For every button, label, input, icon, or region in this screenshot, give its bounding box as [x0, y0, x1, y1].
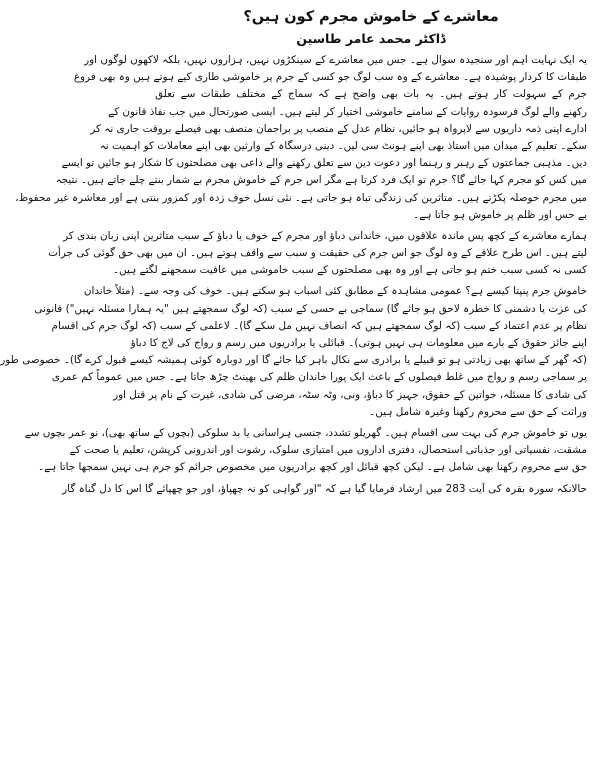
text-line: یوں تو خاموش جرم کی بہت سی اقسام ہیں۔ گھریلو تشدد، جنسی ہراسانی یا بد سلوکی (بچوں کے ساتھ بھی)، نو عمر بچوں سے [24, 426, 587, 439]
text-line: خاموش جرم پنپتا کیسے ہے؟ عمومی مشاہدہ کے مطابق کئی اسباب ہو سکتے ہیں۔ خوف کی وجہ سے۔ (مثلاً خاندان [83, 285, 587, 298]
paragraph [62, 481, 587, 498]
paragraph [15, 52, 587, 224]
text-line: میں مجرم حوصلہ پکڑتے ہیں۔ متاثرین کی زندگی تباہ ہو جاتی ہے۔ نئی نسل خوف زدہ اور کمزور بنتی ہے اور معاشرہ غیر محفوظ، [15, 191, 587, 204]
text-line: جرم کے سہولت کار ہوتے ہیں۔ یہ بات بھی واضح ہے کہ سماج کے مختلف طبقات سے تعلق [155, 88, 587, 101]
paragraph [0, 283, 587, 421]
text-line: کی عزت یا دشمنی کا خطرہ لاحق ہو جائے گا) سماجی بے حسی کے سبب (کہ لوگ سمجھتے ہیں "یہ ہمارا مسئلہ نہیں") قانونی [34, 302, 587, 315]
text-line: ادارے اپنی ذمہ داریوں سے لاپرواہ ہو جائیں، نظام عدل کے منصب پر براجمان منصف بھی فیصلے بروقت جاری نہ کر [90, 122, 587, 135]
article-author: ڈاکٹر محمد عامر طاسین [296, 31, 446, 46]
text-line: یہ ایک نہایت اہم اور سنجیدہ سوال ہے۔ جس میں معاشرے کے سینکڑوں نہیں، ہزاروں نہیں، بلکہ لاکھوں لوگوں اور [84, 54, 587, 66]
text-line: حق سے محروم رکھنا بھی شامل ہے۔ لیکن کچھ قبائل اور کچھ برادریوں میں مخصوص جرائم کو جرم ہی نہیں سمجھا جاتا ہے۔ [38, 461, 587, 474]
text-line: پر سماجی رسم و رواج میں غلط فیصلوں کے باعث ایک پورا خاندان ظلم کی بھینٹ چڑھ جاتا ہے۔ جس میں عموماً کم عمری [51, 371, 587, 384]
text-line: کسی نہ کسی سبب ختم ہو جاتی ہے اور وہ بھی مصلحتوں کے سبب خاموشی میں عافیت سمجھنے لگتے ہیں۔ [112, 264, 587, 277]
text-line: وراثت کے حق سے محروم رکھنا وغیرہ شامل ہیں۔ [369, 405, 587, 418]
text-line: ہمارے معاشرے کے کچھ پس ماندہ علاقوں میں، خاندانی دباؤ اور مجرم کے خوف یا دباؤ کے سبب متاثرین اپنی زبان بندی کر [63, 229, 587, 242]
text-line: رکھنے والے لوگ فرسودہ روایات کے سامنے خاموشی اختیار کر لیتے ہیں۔ ایسی صورتحال میں جب نفاذ قانون کے [108, 105, 587, 118]
text-line: حالانکہ سورہ بقرہ کی آیت 283 میں ارشاد فرمایا گیا ہے کہ "اور گواہی کو نہ چھپاؤ، اور جو چھپائے گا اس کا دل گناہ گار [62, 482, 587, 495]
text-line: طبقات کا کردار پوشیدہ ہے۔ معاشرے کے وہ سب لوگ جو کسی کے جرم پر خاموشی طاری کیے ہوتے ہیں وہ بھی فروغ [73, 71, 587, 84]
text-line: مشقت، نفسیاتی اور جذباتی استحصال، دفتری اداروں میں امتیازی سلوک، رشوت اور اندرونی کرپشن، تعلیم یا صحت کے [69, 444, 587, 457]
text-line: بے حس اور ظلم پر خاموش ہو جاتا ہے۔ [413, 208, 587, 221]
text-line: میں کس کو مجرم کہا جائے گا؟ جرم تو ایک فرد کرتا ہے مگر اس جرم کے خاموش مجرم بے شمار بنتے چلے جاتے ہیں۔ نتیجہ [55, 174, 587, 187]
text-line: کی شادی کا مسئلہ، خواتین کے حقوق، جہیز کا دباؤ، ونی، وٹہ سٹہ، مرضی کی شادی، غیرت کے نام پر قتل اور [113, 388, 587, 401]
paragraph [24, 425, 587, 477]
article-title: معاشرے کے خاموش مجرم کون ہیں؟ [243, 9, 499, 25]
text-line: دیں۔ مذہبی جماعتوں کے رہبر و رہنما اور دعوت دین سے تعلق رکھنے والے داعی بھی مصلحتوں کا شکار ہو جائیں تو ایسے [61, 157, 587, 170]
text-line: اپنے جائز حقوق کے بارے میں معلومات ہی نہیں ہوتی)۔ قبائلی یا برادریوں میں رسم و رواج کی لاج کا دباؤ [130, 337, 587, 349]
text-line: سکے۔ تعلیم کے میدان میں استاذ بھی اپنے ہونٹ سی لیں۔ دینی درسگاہ کے وارثین بھی اپنے معاملات کو اہمیت نہ [99, 139, 587, 152]
text-line: (کہ گھر کے ساتھ بھی زیادتی ہو تو قبیلے یا برادری سے نکال باہر کیا جائے گا اور دوبارہ کوئی ہمیشہ کیسے قبول کرے گا)۔ خصوصی طور [0, 354, 587, 367]
text-line: نظام پر عدم اعتماد کے سبب (کہ لوگ سمجھتے ہیں کہ انصاف نہیں مل سکے گا)۔ لاعلمی کے سبب (کہ لوگ جرم کی اقسام [51, 319, 587, 332]
paragraph [48, 228, 587, 280]
text-line: لیتے ہیں۔ اس طرح علاقے کے وہ لوگ جو اس جرم کی حقیقت و سبب سے واقف ہوتے ہیں۔ ان میں بھی حق گوئی کی جرأت [48, 247, 587, 260]
